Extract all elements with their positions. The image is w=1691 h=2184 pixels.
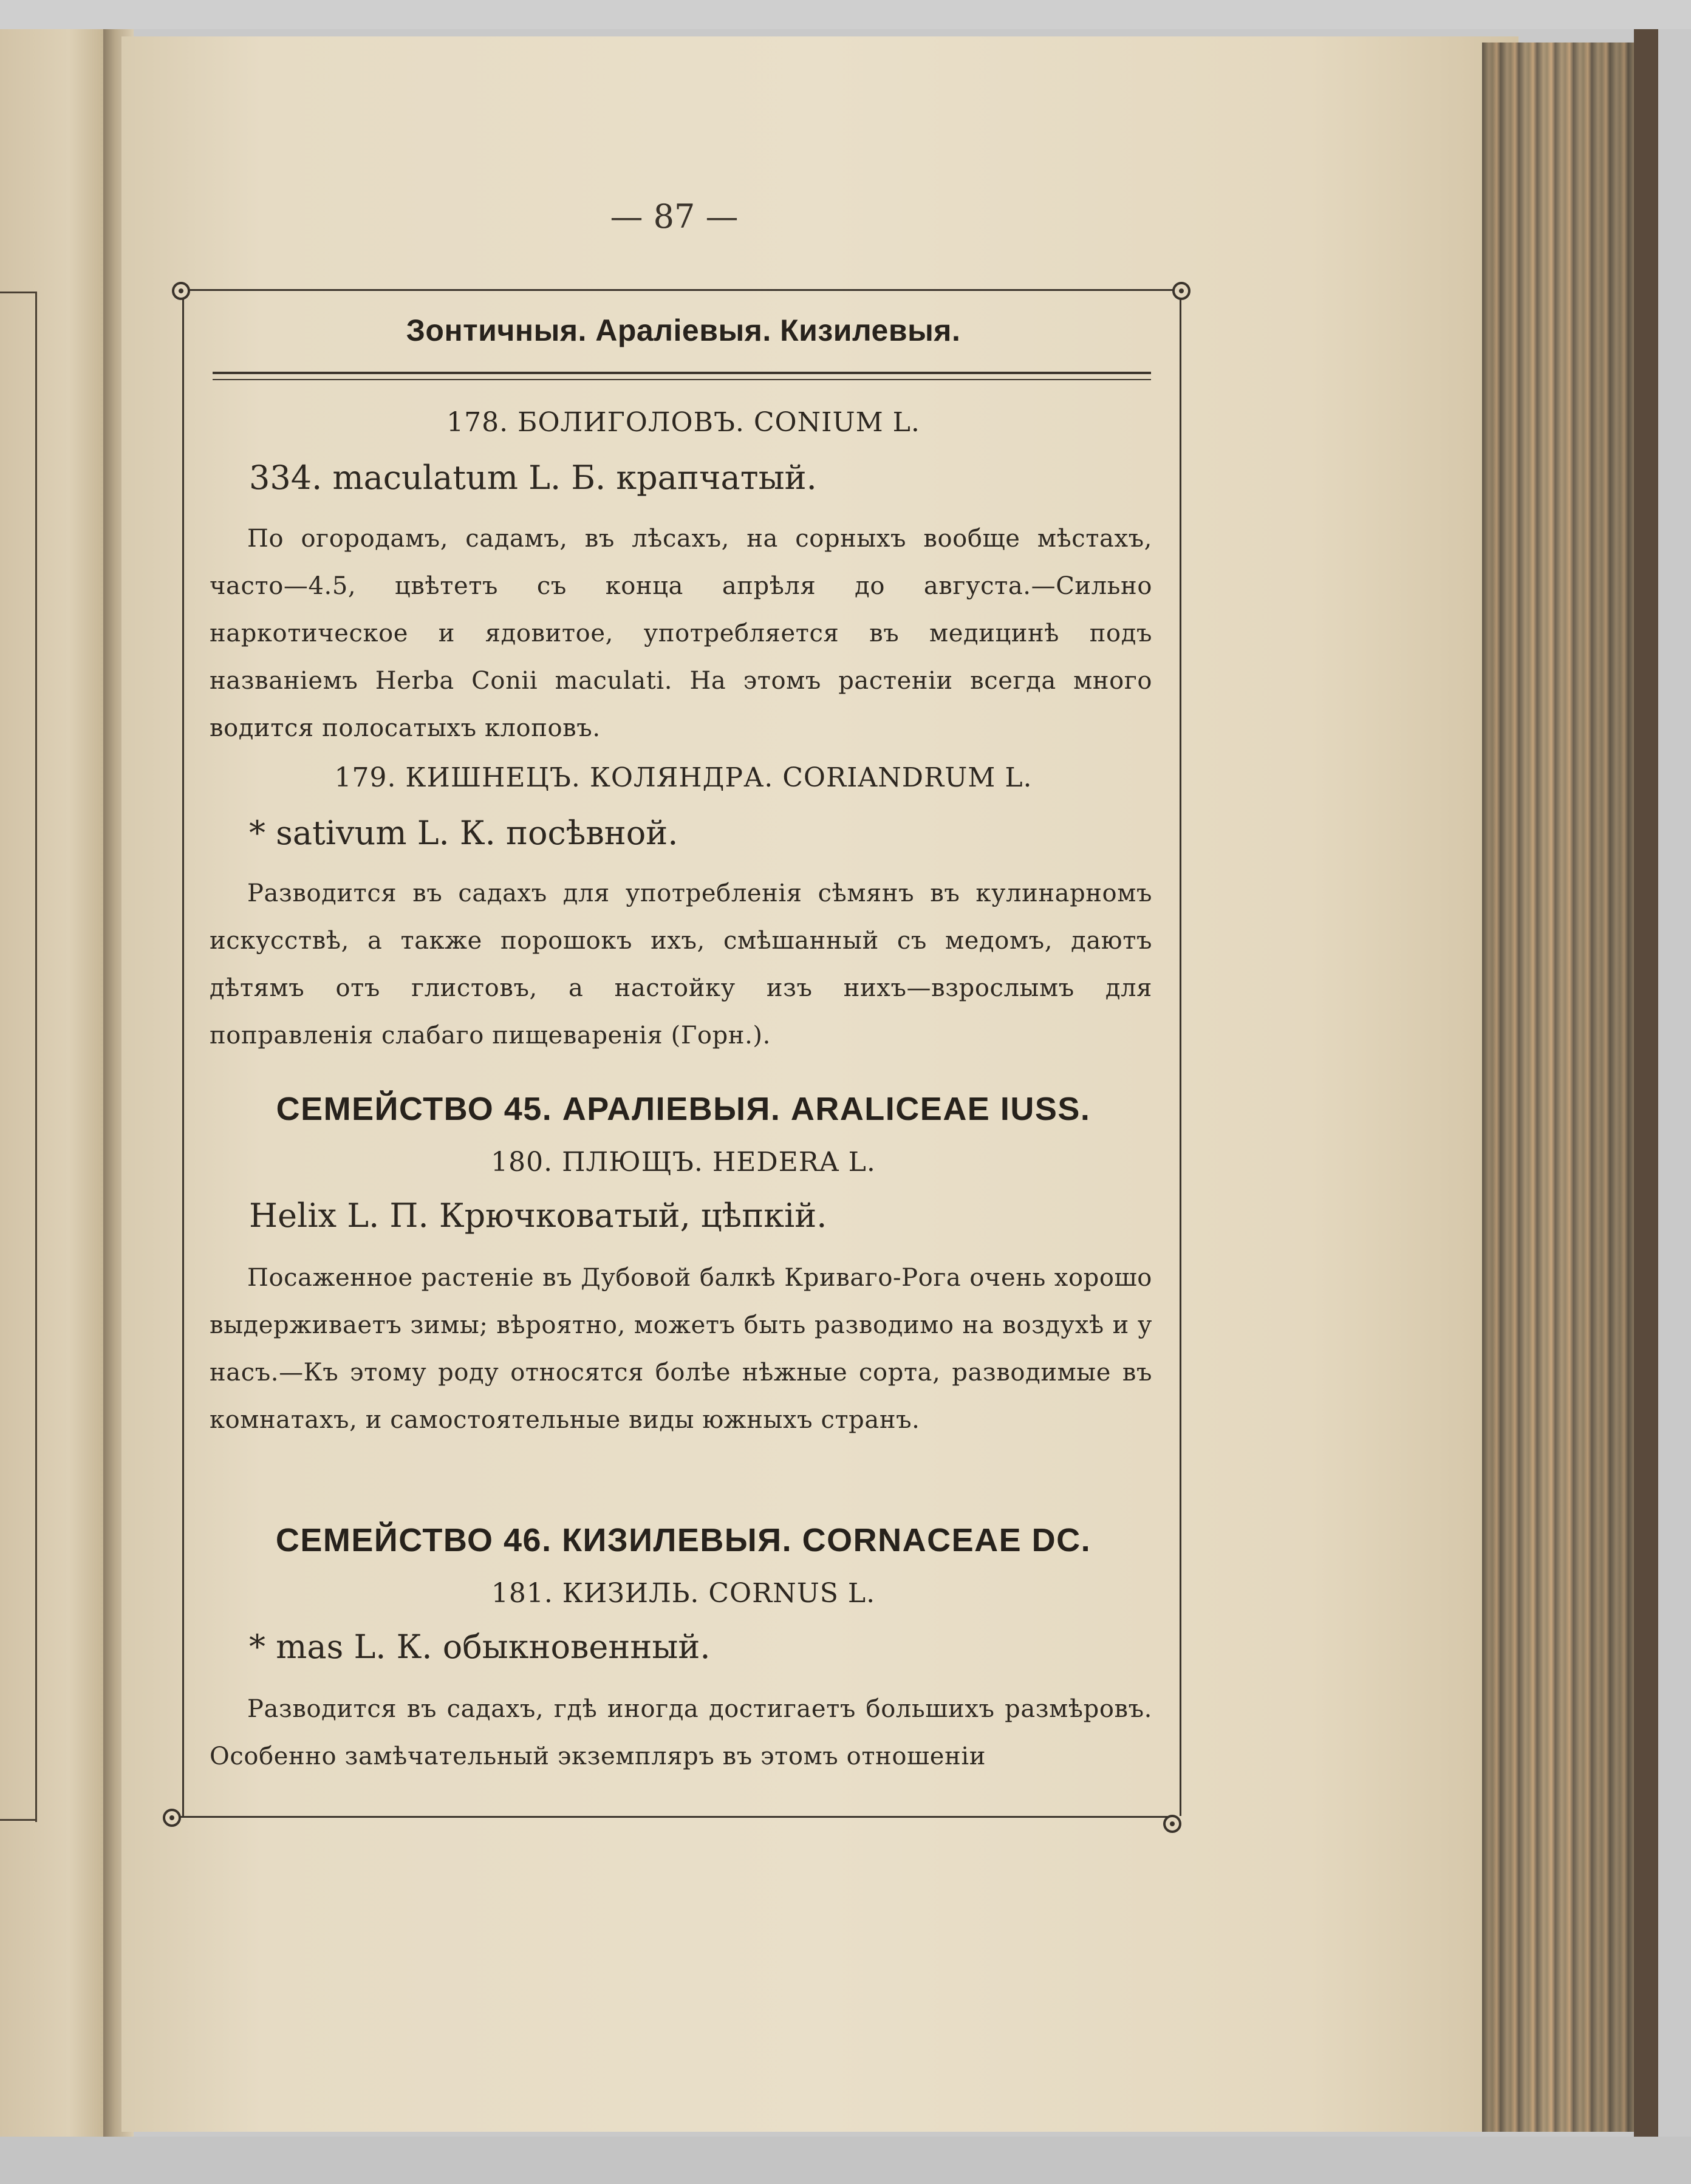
head-rule-thin (213, 379, 1151, 380)
entry-text-helix (210, 1254, 1152, 1444)
frame-ornament-icon (1163, 1815, 1181, 1833)
book-cover-edge (1634, 29, 1658, 2137)
scan-background-top (0, 0, 1691, 29)
entry-text-sativum (210, 870, 1152, 1059)
left-page-frame-line (35, 292, 37, 1822)
family-heading-45: СЕМЕЙСТВО 45. АРАЛIЕВЫЯ. ARALICEAE IUSS. (276, 1091, 1091, 1127)
frame-ornament-icon (172, 282, 190, 300)
frame-left-rule (182, 290, 184, 1816)
family-heading-46: СЕМЕЙСТВО 46. КИЗИЛЕВЫЯ. CORNACEAE DC. (275, 1522, 1091, 1558)
species-heading-sativum: * sativum L. К. посѣвной. (249, 814, 678, 852)
scan-background-bottom (0, 2137, 1691, 2184)
frame-ornament-icon (163, 1809, 181, 1827)
genus-heading-179: 179. КИШНЕЦЪ. КОЛЯНДРА. CORIANDRUM L. (334, 762, 1033, 793)
page-number: — 87 — (610, 197, 739, 236)
species-heading-helix: Helix L. П. Крючковатый, цѣпкiй. (249, 1196, 827, 1235)
running-head: Зонтичныя. Аралiевыя. Кизилевыя. (406, 313, 961, 347)
entry-text-helix-body: Посаженное растенiе въ Дубовой балкѣ Криваго-Рога очень хорошо выдерживаетъ зимы; вѣроятно, можетъ быть разводимо на воздухѣ и у насъ.—Къ этому роду относятся болѣе нѣжные сорта, разводимые въ комнатахъ, и самостоятельные виды южныхъ странъ. (210, 1264, 1152, 1434)
entry-text-334-body: По огородамъ, садамъ, въ лѣсахъ, на сорныхъ вообще мѣстахъ, часто—4.5, цвѣтетъ съ конца апрѣля до августа.—Сильно наркотическое и ядовитое, употребляется въ медицинѣ подъ названiемъ Herba Conii maculati. На этомъ растенiи всегда много водится полосатыхъ клоповъ. (210, 525, 1152, 742)
frame-ornament-icon (1172, 282, 1191, 300)
frame-bottom-rule (171, 1816, 1176, 1818)
entry-text-334 (210, 515, 1152, 752)
entry-text-mas (210, 1685, 1152, 1780)
left-page-frame-bottom (0, 1819, 36, 1821)
entry-text-mas-body: Разводится въ садахъ, гдѣ иногда достигаетъ большихъ размѣровъ. Особенно замѣчательный экземпляръ въ этомъ отношенiи (210, 1695, 1152, 1770)
entry-text-sativum-body: Разводится въ садахъ для употребленiя сѣмянъ въ кулинарномъ искусствѣ, а также порошокъ ихъ, смѣшанный съ медомъ, даютъ дѣтямъ отъ глистовъ, а настойку изъ нихъ—взрослымъ для поправленiя слабаго пищеваренiя (Горн.). (210, 879, 1152, 1049)
left-page-frame-top (0, 292, 36, 293)
head-rule (213, 372, 1151, 374)
species-heading-334: 334. maculatum L. Б. крапчатый. (249, 459, 817, 497)
frame-top-rule (181, 289, 1183, 291)
frame-right-rule (1180, 290, 1181, 1816)
genus-heading-180: 180. ПЛЮЩЪ. HEDERA L. (491, 1147, 876, 1178)
species-heading-mas: * mas L. К. обыкновенный. (249, 1628, 711, 1666)
genus-heading-178: 178. БОЛИГОЛОВЪ. CONIUM L. (446, 407, 920, 438)
genus-heading-181: 181. КИЗИЛЬ. CORNUS L. (491, 1578, 876, 1609)
page-stack-shadow (1482, 43, 1652, 2132)
